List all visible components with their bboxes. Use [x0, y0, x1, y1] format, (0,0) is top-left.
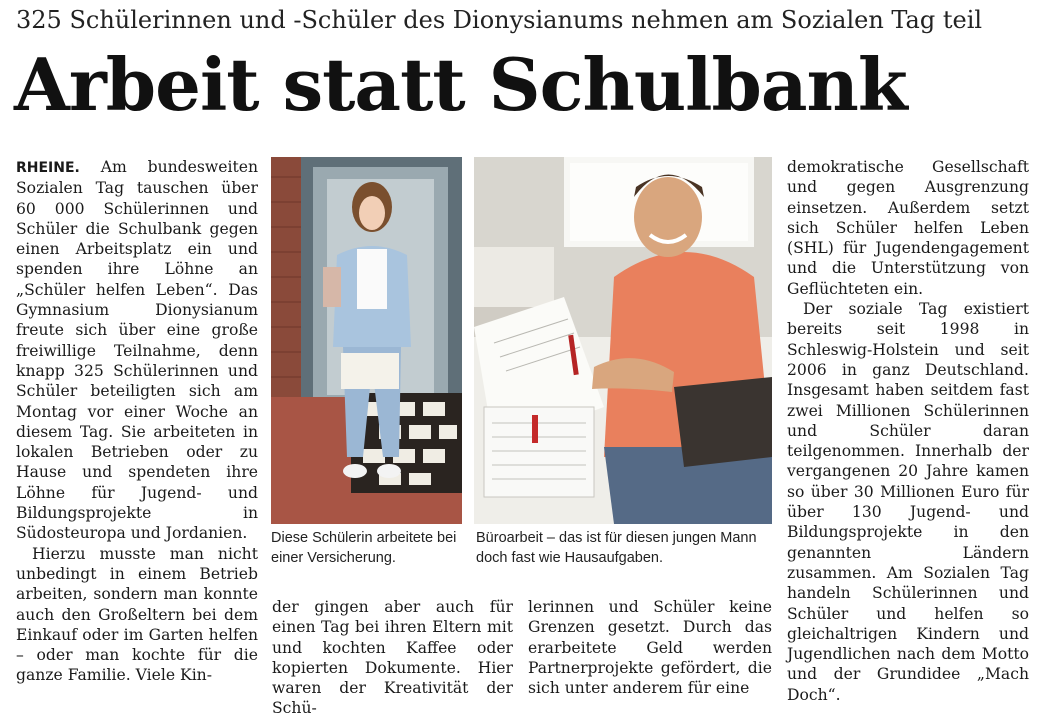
- paragraph-3: der gingen aber auch für einen Tag bei ihren Eltern mit und kochten Kaffee oder kopierten Dokumente. Hier waren der Kreativität der Schü-: [272, 598, 513, 718]
- paragraph-1-text: Am bundesweiten Sozialen Tag tauschen über 60 000 Schülerinnen und Schüler die Schulbank gegen einen Arbeitsplatz ein und spenden ihre Löhne an „Schüler helfen Leben“. Das Gymnasium Dionysianum freute sich über eine große freiwillige Teilnahme, denn knapp 325 Schülerinnen und Schüler beteiligten sich am Montag vor einer Woche an diesem Tag. Sie arbeiteten in lokalen Betrieben oder zu Hause und spendeten ihre Löhne für Jugend- und Bildungsprojekte in Südosteuropa und Jordanien.: [16, 158, 258, 543]
- dateline: RHEINE.: [16, 160, 80, 176]
- kicker: 325 Schülerinnen und -Schüler des Dionysianums nehmen am Sozialen Tag teil: [16, 6, 983, 34]
- paragraph-6: Der soziale Tag existiert bereits seit 1998 in Schleswig-Holstein und seit 2006 in ganz Deutschland. Insgesamt haben seitdem fast zwei Millionen Schülerinnen und Schüler daran teilgenommen. Innerhalb der vergangenen 20 Jahre kamen so über 30 Millionen Euro für über 130 Jugend- und Bildungsprojekte in den genannten Ländern zusammen. Am Sozialen Tag handeln Schülerinnen und Schüler und helfen so gleichaltrigen Kindern und Jugendlichen nach dem Motto und der Grundidee „Mach Doch“.: [787, 300, 1029, 704]
- text-column-2: [272, 597, 513, 719]
- text-column-3: [528, 597, 772, 698]
- paragraph-5: demokratische Gesellschaft und gegen Ausgrenzung einsetzen. Außerdem setzt sich Schüler helfen Leben (SHL) für Jugendengagement und die Unterstützung von Geflüchteten ein.: [787, 158, 1029, 298]
- headline: Arbeit statt Schulbank: [14, 42, 907, 127]
- paragraph-1: [16, 157, 258, 544]
- text-column-1: [16, 157, 258, 686]
- photo-schuelerin: [271, 157, 462, 524]
- photo-caption-2: Büroarbeit – das ist für diesen jungen Mann doch fast wie Hausaufgaben.: [476, 530, 757, 566]
- photo-caption-1: Diese Schülerin arbeitete bei einer Versicherung.: [271, 530, 457, 566]
- photo-bueroarbeit: [474, 157, 772, 524]
- text-column-4: [787, 157, 1029, 705]
- paragraph-2: Hierzu musste man nicht unbedingt in einem Betrieb arbeiten, sondern man konnte auch den Großeltern bei dem Einkauf oder im Garten helfen – oder man kochte für die ganze Familie. Viele Kin-: [16, 544, 258, 685]
- paragraph-4: lerinnen und Schüler keine Grenzen gesetzt. Durch das erarbeitete Geld werden Partnerprojekte gefördert, die sich unter anderem für eine: [528, 598, 772, 698]
